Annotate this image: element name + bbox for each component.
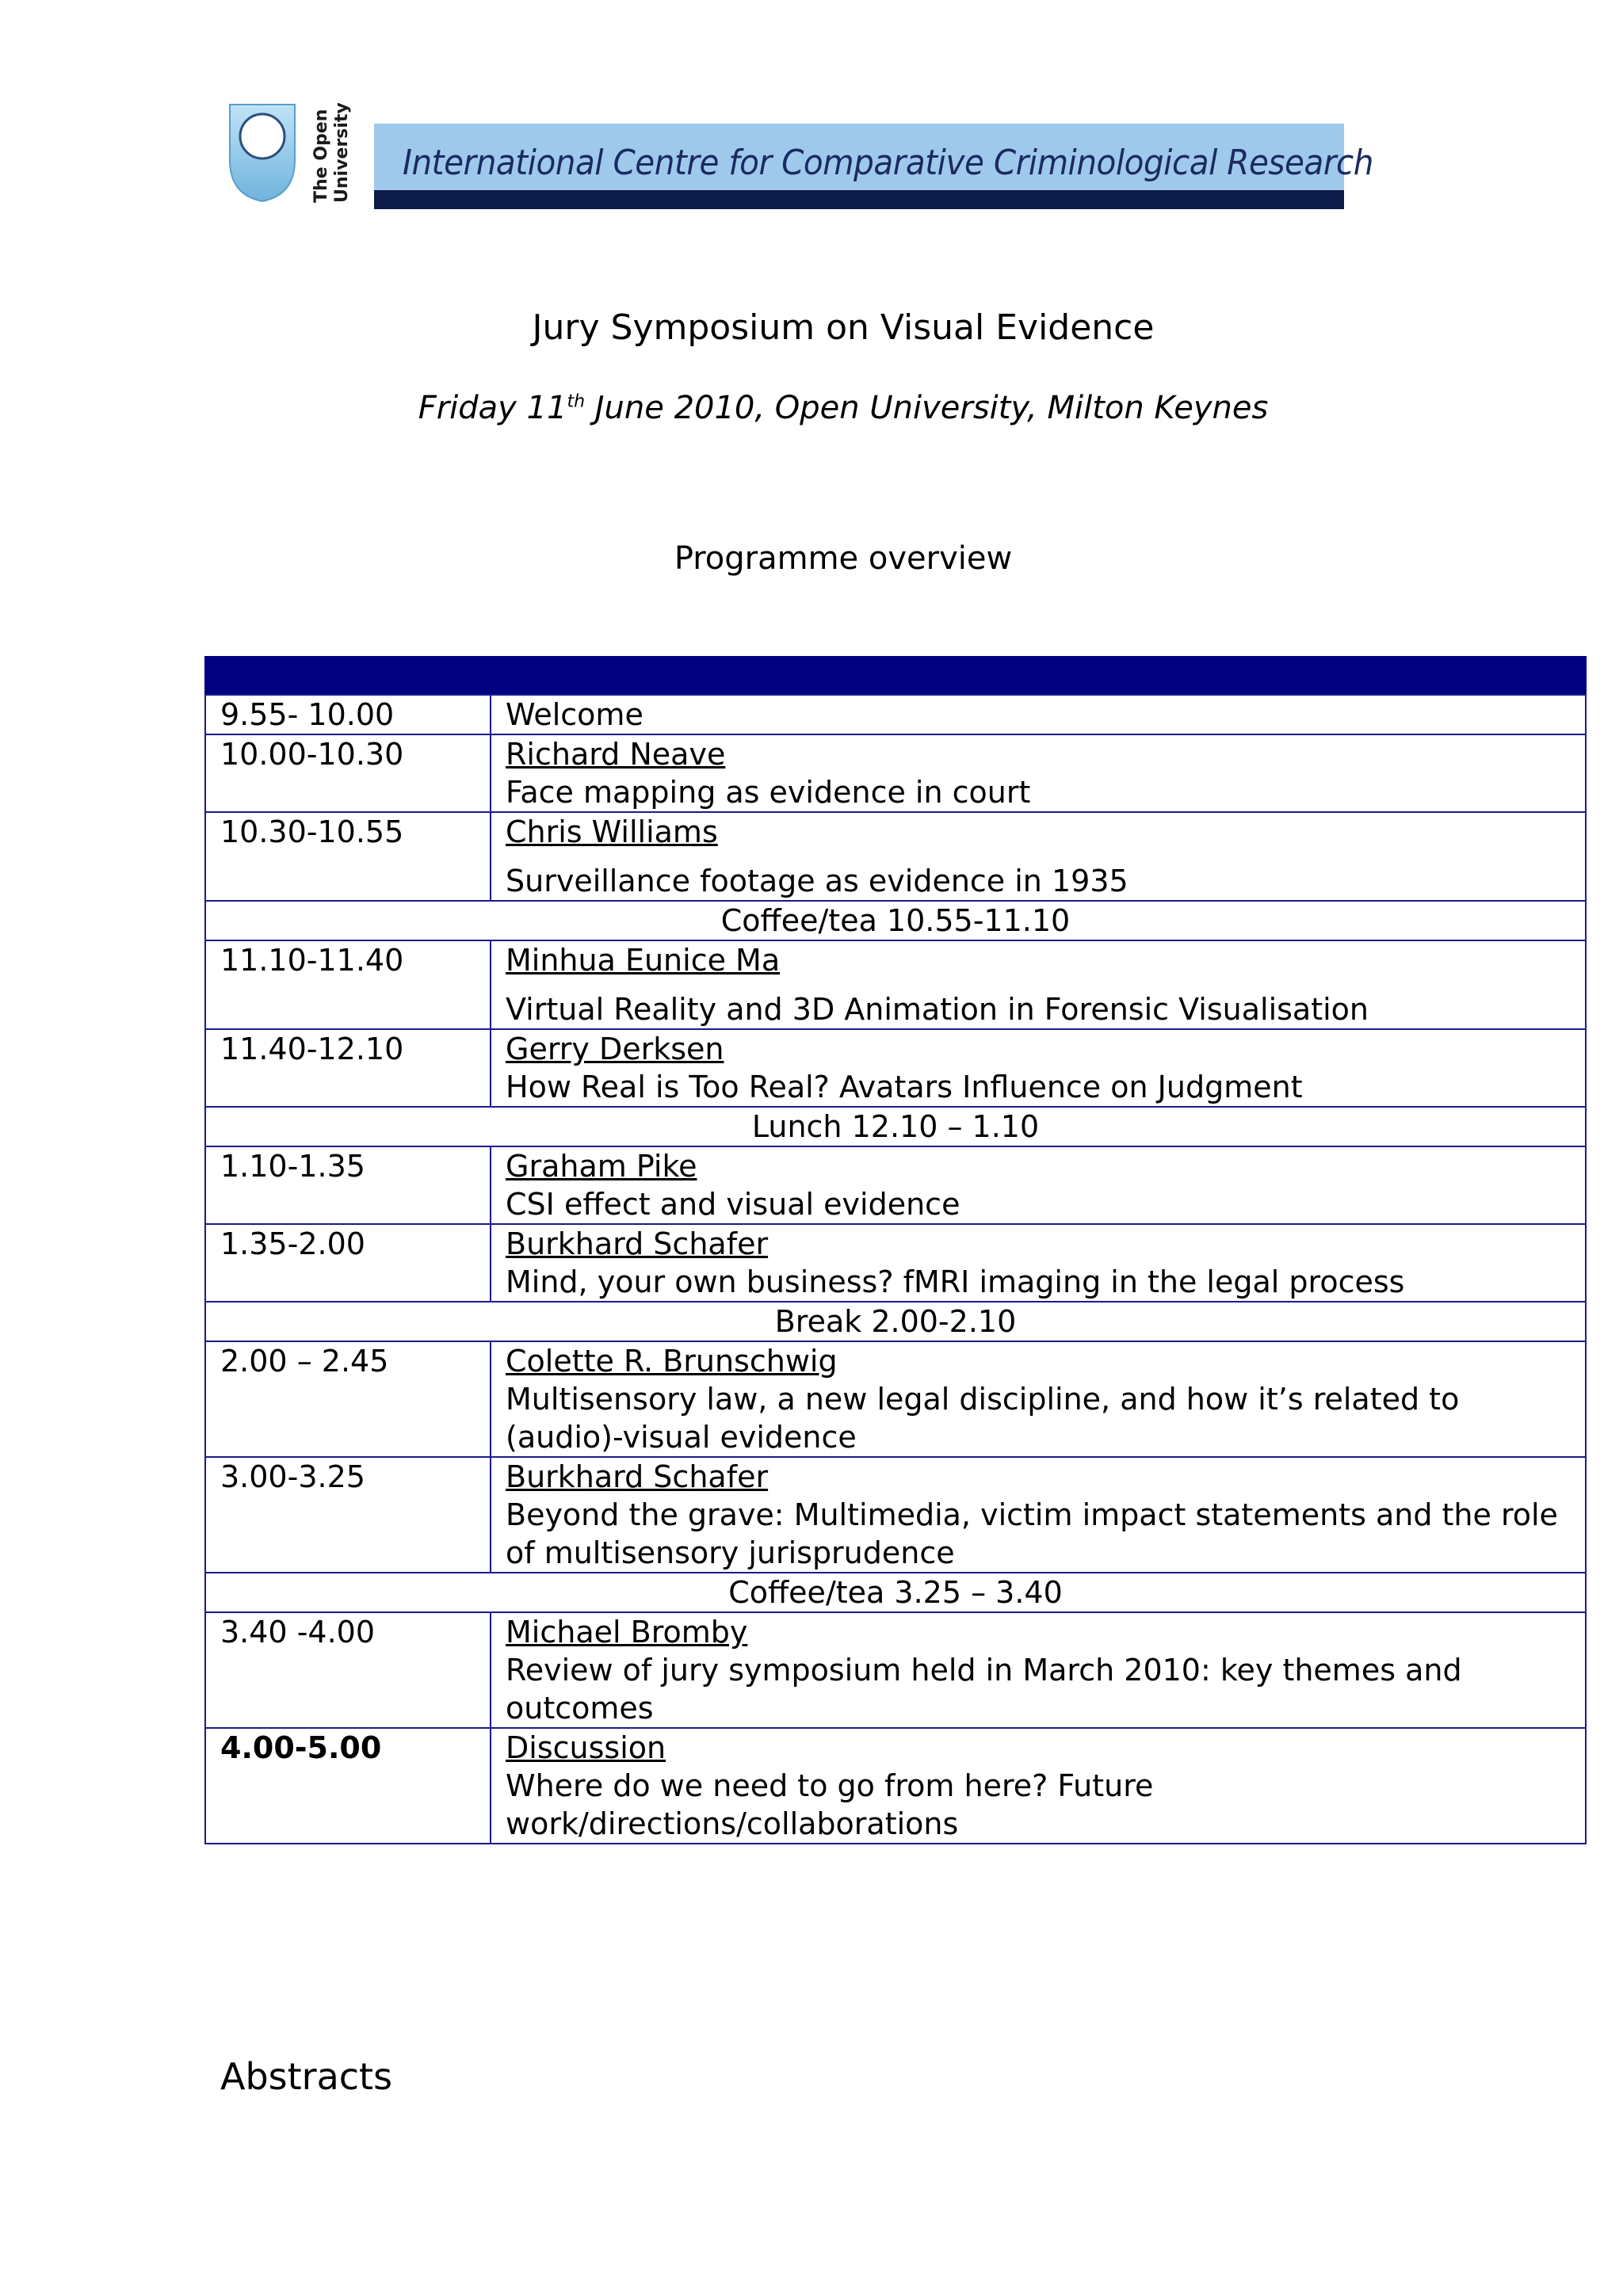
break-row: Break 2.00-2.10: [205, 1302, 1586, 1341]
session-time: 11.40-12.10: [205, 1029, 491, 1107]
session-time: 9.55- 10.00: [205, 695, 491, 734]
banner-title: International Centre for Comparative Criminological Research: [403, 143, 1374, 183]
page-title: Jury Symposium on Visual Evidence: [532, 307, 1155, 348]
session-detail: [491, 1146, 1586, 1224]
event-location: June 2010, Open University, Milton Keynes: [585, 390, 1269, 426]
event-date-location: [0, 390, 1623, 426]
speaker-name: Burkhard Schafer: [506, 1226, 769, 1261]
talk-title: Where do we need to go from here? Future work/directions/collaborations: [506, 1768, 1154, 1841]
speaker-name: Chris Williams: [506, 814, 718, 849]
open-university-logo: [227, 101, 368, 204]
talk-title: Face mapping as evidence in court: [506, 775, 1031, 810]
table-row: [205, 1341, 1586, 1457]
table-row: [205, 695, 1586, 734]
session-time: 3.00-3.25: [205, 1457, 491, 1573]
break-row: Coffee/tea 10.55-11.10: [205, 901, 1586, 940]
logo-text-line1: The Open: [311, 109, 331, 203]
talk-title: Beyond the grave: Multimedia, victim impact statements and the role of multisensory jurisprudence: [506, 1497, 1558, 1570]
logo-text-line2: University: [332, 102, 352, 203]
session-time: 1.35-2.00: [205, 1224, 491, 1302]
table-row: [205, 1107, 1586, 1146]
speaker-name: Richard Neave: [506, 737, 726, 772]
table-row: [205, 1728, 1586, 1844]
session-time: 1.10-1.35: [205, 1146, 491, 1224]
talk-title: How Real is Too Real? Avatars Influence on Judgment: [506, 1070, 1303, 1104]
session-detail: [491, 1029, 1586, 1107]
event-day-suffix: th: [567, 391, 586, 412]
table-row: [205, 940, 1586, 1029]
speaker-name: Michael Bromby: [506, 1615, 748, 1650]
speaker-name: Minhua Eunice Ma: [506, 943, 781, 978]
talk-title: Review of jury symposium held in March 2010: key themes and outcomes: [506, 1653, 1462, 1726]
talk-title: Surveillance footage as evidence in 1935: [506, 864, 1128, 898]
session-detail: [491, 1341, 1586, 1457]
session-detail: [491, 940, 1586, 1029]
table-row: [205, 1302, 1586, 1341]
speaker-name: Discussion: [506, 1730, 666, 1765]
programme-table: [204, 694, 1587, 1844]
speaker-name: Burkhard Schafer: [506, 1459, 769, 1494]
table-row: [205, 1612, 1586, 1728]
programme-table-header-bar: [204, 656, 1587, 694]
talk-title: CSI effect and visual evidence: [506, 1187, 960, 1222]
table-row: [205, 1457, 1586, 1573]
session-time: 3.40 -4.00: [205, 1612, 491, 1728]
talk-title: Virtual Reality and 3D Animation in Forensic Visualisation: [506, 992, 1369, 1027]
session-time: 10.30-10.55: [205, 812, 491, 901]
session-detail: [491, 734, 1586, 812]
session-time: 4.00-5.00: [205, 1728, 491, 1844]
table-row: [205, 1224, 1586, 1302]
table-row: [205, 734, 1586, 812]
speaker-name: Colette R. Brunschwig: [506, 1344, 838, 1379]
session-detail: [491, 1728, 1586, 1844]
session-time: 11.10-11.40: [205, 940, 491, 1029]
abstracts-heading: Abstracts: [220, 2055, 393, 2098]
table-row: [205, 1029, 1586, 1107]
talk-title: Mind, your own business? fMRI imaging in the legal process: [506, 1264, 1405, 1299]
session-detail: [491, 1457, 1586, 1573]
table-row: [205, 901, 1586, 940]
session-detail: [491, 1224, 1586, 1302]
table-row: [205, 812, 1586, 901]
session-time: 10.00-10.30: [205, 734, 491, 812]
session-detail: [491, 812, 1586, 901]
event-day: Friday 11: [418, 390, 567, 426]
session-detail: [491, 695, 1586, 734]
centre-banner: [374, 124, 1374, 209]
talk-title: Multisensory law, a new legal discipline, and how it’s related to (audio)-visual evidence: [506, 1382, 1460, 1455]
programme-overview-heading: Programme overview: [674, 540, 1013, 577]
session-time: 2.00 – 2.45: [205, 1341, 491, 1457]
break-row: Lunch 12.10 – 1.10: [205, 1107, 1586, 1146]
table-row: [205, 1146, 1586, 1224]
session-title: Welcome: [506, 697, 643, 732]
table-row: [205, 1573, 1586, 1612]
break-row: Coffee/tea 3.25 – 3.40: [205, 1573, 1586, 1612]
speaker-name: Graham Pike: [506, 1149, 697, 1184]
session-detail: [491, 1612, 1586, 1728]
speaker-name: Gerry Derksen: [506, 1032, 724, 1066]
